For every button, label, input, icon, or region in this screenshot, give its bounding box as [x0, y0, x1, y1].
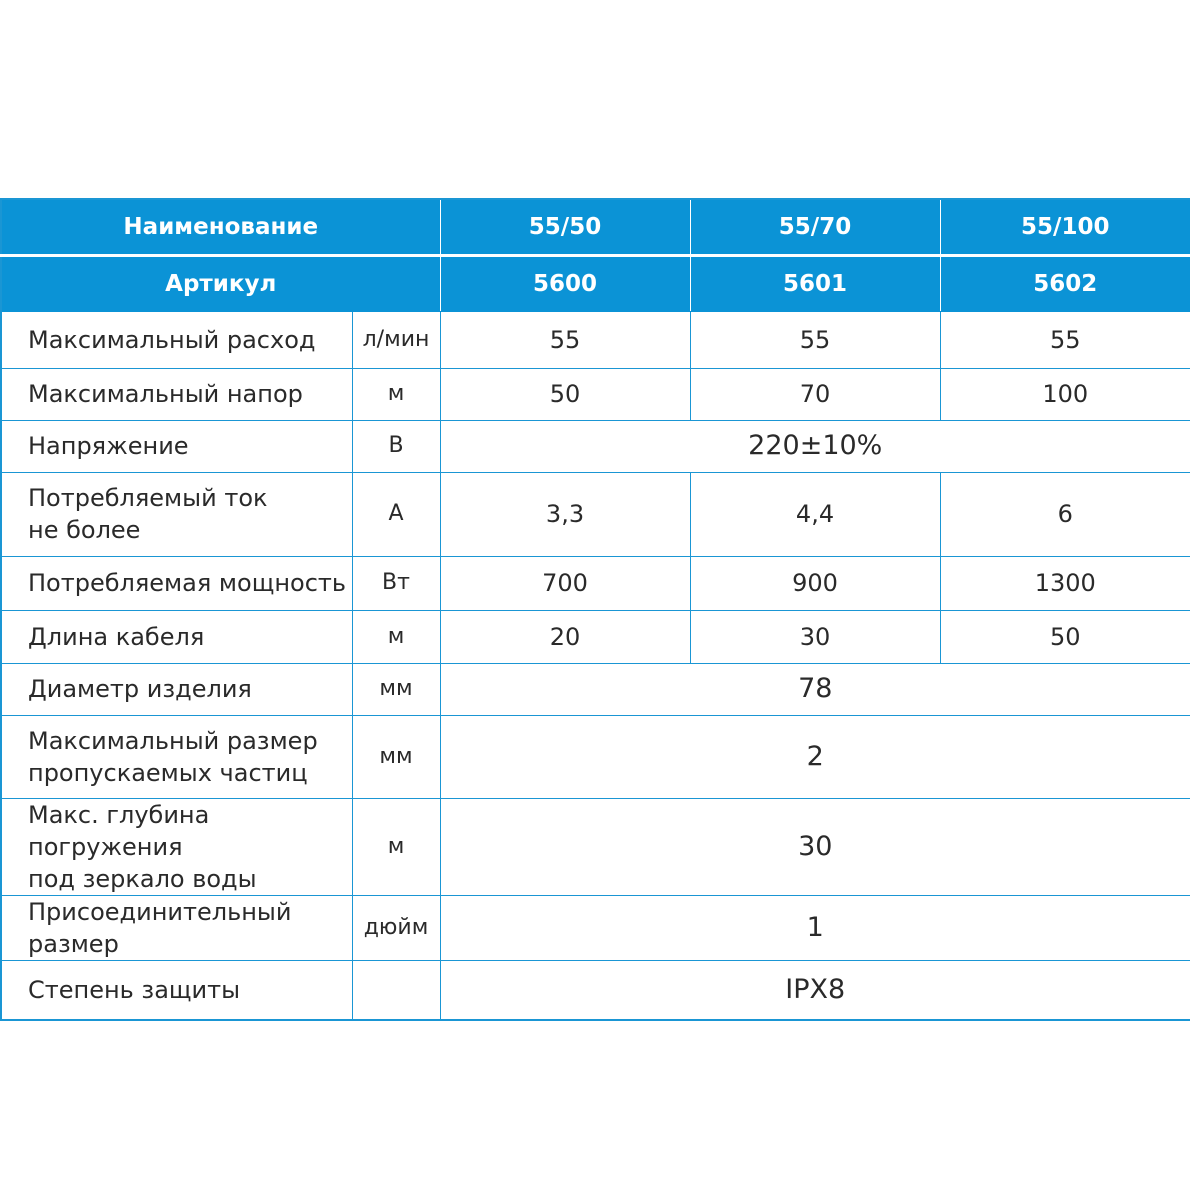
param-label-line-2: пропускаемых частиц: [28, 758, 308, 787]
unit-label: А: [352, 472, 440, 556]
table-row: [1, 420, 1190, 472]
param-label: Диаметр изделия: [1, 663, 352, 715]
param-label: Степень защиты: [1, 960, 352, 1020]
param-label: [1, 715, 352, 798]
unit-label: [352, 960, 440, 1020]
header-article-3: 5602: [940, 255, 1190, 311]
value-cell: 50: [940, 610, 1190, 663]
value-cell: 100: [940, 368, 1190, 420]
param-label: Потребляемая мощность: [1, 556, 352, 610]
param-label-line-1: Максимальный размер: [28, 726, 318, 755]
unit-label: л/мин: [352, 311, 440, 368]
value-cell: 4,4: [690, 472, 940, 556]
value-cell: 55: [440, 311, 690, 368]
value-cell: 20: [440, 610, 690, 663]
table-row: [1, 556, 1190, 610]
value-cell: 700: [440, 556, 690, 610]
header-model-1: 55/50: [440, 199, 690, 255]
table-row: [1, 895, 1190, 960]
value-cell: 1300: [940, 556, 1190, 610]
merged-value-cell: 2: [440, 715, 1190, 798]
table-row: [1, 472, 1190, 556]
header-row-name: [1, 199, 1190, 255]
table-row: [1, 663, 1190, 715]
value-cell: 3,3: [440, 472, 690, 556]
merged-value-cell: 1: [440, 895, 1190, 960]
unit-label: дюйм: [352, 895, 440, 960]
unit-label: м: [352, 798, 440, 895]
header-model-2: 55/70: [690, 199, 940, 255]
unit-label: Вт: [352, 556, 440, 610]
specifications-table: [0, 198, 1190, 1021]
header-name-label: Наименование: [1, 199, 440, 255]
merged-value-cell: IPX8: [440, 960, 1190, 1020]
value-cell: 55: [690, 311, 940, 368]
value-cell: 900: [690, 556, 940, 610]
param-label-line-2: не более: [28, 516, 141, 544]
param-label-line-1: Потребляемый ток: [28, 484, 268, 512]
value-cell: 30: [690, 610, 940, 663]
header-article-label: Артикул: [1, 255, 440, 311]
unit-label: мм: [352, 663, 440, 715]
merged-value-cell: 30: [440, 798, 1190, 895]
param-label: Напряжение: [1, 420, 352, 472]
merged-value-cell: 78: [440, 663, 1190, 715]
value-cell: 50: [440, 368, 690, 420]
unit-label: В: [352, 420, 440, 472]
table-row: [1, 798, 1190, 895]
value-cell: 6: [940, 472, 1190, 556]
table-row: [1, 311, 1190, 368]
header-model-3: 55/100: [940, 199, 1190, 255]
unit-label: м: [352, 610, 440, 663]
param-label: Присоединительный размер: [1, 895, 352, 960]
unit-label: м: [352, 368, 440, 420]
table-row: [1, 368, 1190, 420]
header-article-2: 5601: [690, 255, 940, 311]
value-cell: 70: [690, 368, 940, 420]
param-label: Максимальный расход: [1, 311, 352, 368]
param-label-line-2: под зеркало воды: [28, 864, 257, 893]
param-label: Максимальный напор: [1, 368, 352, 420]
table-row: [1, 960, 1190, 1020]
header-row-article: [1, 255, 1190, 311]
param-label: Длина кабеля: [1, 610, 352, 663]
merged-value-cell: 220±10%: [440, 420, 1190, 472]
param-label: [1, 798, 352, 895]
table-row: [1, 610, 1190, 663]
value-cell: 55: [940, 311, 1190, 368]
param-label: [1, 472, 352, 556]
unit-label: мм: [352, 715, 440, 798]
header-article-1: 5600: [440, 255, 690, 311]
param-label-line-1: Макс. глубина погружения: [28, 800, 210, 861]
table-row: [1, 715, 1190, 798]
